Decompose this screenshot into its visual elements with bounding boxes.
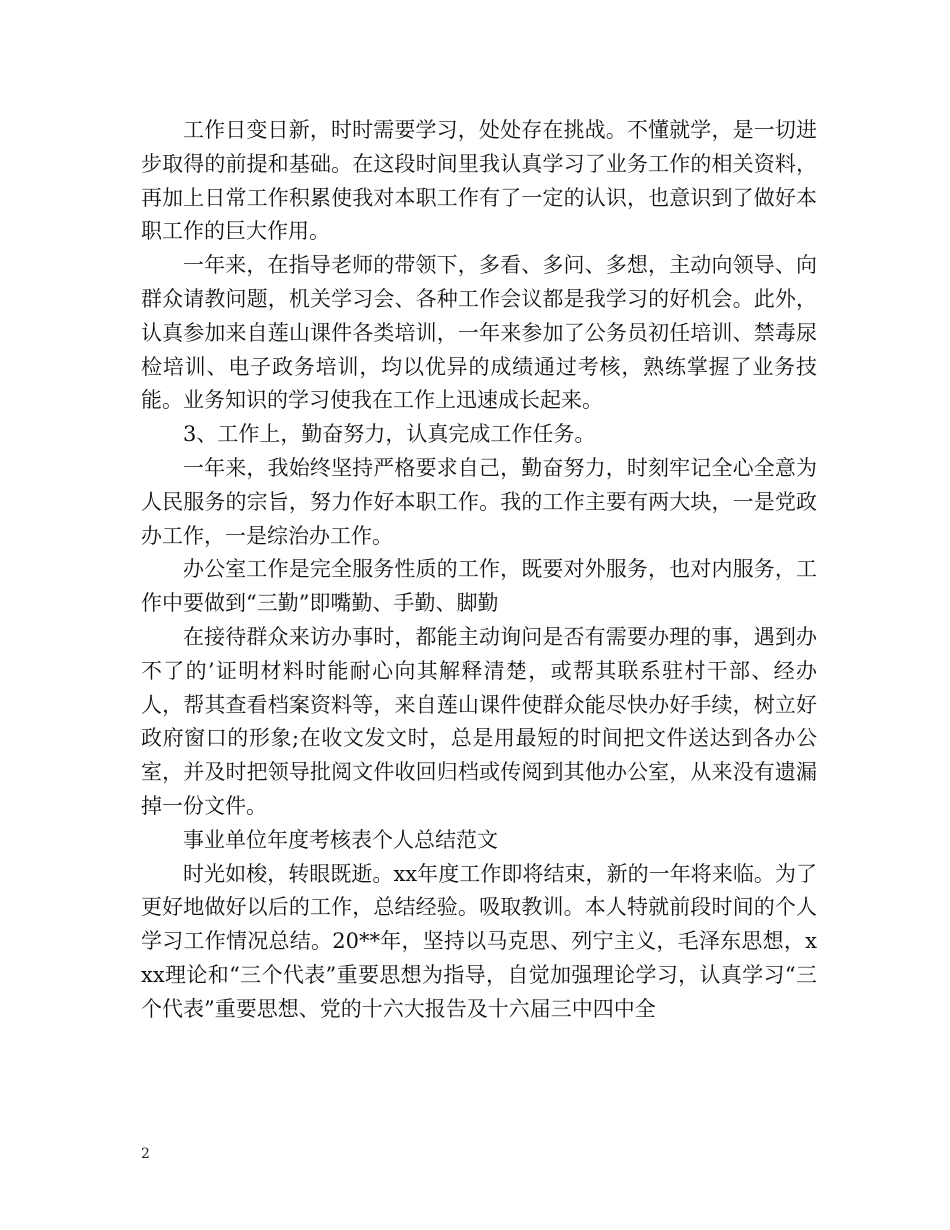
paragraph-6: 在接待群众来访办事时，都能主动询问是否有需要办理的事，遇到办不了的’证明材料时能耐心向其解释清楚，或帮其联系驻村干部、经办人，帮其查看档案资料等，来自莲山课件使群众能尽快办好手续，树立好政府窗口的形象;在收文发文时，总是用最短的时间把文件送达到各办公室，并及时把领导批阅文件收回归档或传阅到其他办公室，从来没有遗漏掉一份文件。 (141, 624, 817, 818)
paragraph-2: 一年来，在指导老师的带领下，多看、多问、多想，主动向领导、向群众请教问题，机关学习会、各种工作会议都是我学习的好机会。此外，认真参加来自莲山课件各类培训，一年来参加了公务员初任培训、禁毒尿检培训、电子政务培训，均以优异的成绩通过考核，熟练掌握了业务技能。业务知识的学习使我在工作上迅速成长起来。 (141, 253, 817, 413)
paragraph-3: 3、工作上，勤奋努力，认真完成工作任务。 (183, 422, 596, 447)
paragraph-4: 一年来，我始终坚持严格要求自己，勤奋努力，时刻牢记全心全意为人民服务的宗旨，努力作好本职工作。我的工作主要有两大块，一是党政办工作，一是综治办工作。 (141, 455, 817, 548)
paragraph-5: 办公室工作是完全服务性质的工作，既要对外服务，也对内服务，工作中要做到“三勤”即嘴勤、手勤、脚勤 (141, 557, 817, 616)
page-number: 2 (141, 1146, 150, 1162)
document-body (141, 114, 817, 1027)
section-heading: 事业单位年度考核表个人总结范文 (183, 827, 498, 852)
paragraph-7: 时光如梭，转眼既逝。xx年度工作即将结束，新的一年将来临。为了更好地做好以后的工作，总结经验。吸取教训。本人特就前段时间的个人学习工作情况总结。20**年，坚持以马克思、列宁主义，毛泽东思想，xxx理论和“三个代表”重要思想为指导，自觉加强理论学习，认真学习“三个代表”重要思想、党的十六大报告及十六届三中四中全 (141, 861, 817, 1021)
paragraph-1: 工作日变日新，时时需要学习，处处存在挑战。不懂就学，是一切进步取得的前提和基础。在这段时间里我认真学习了业务工作的相关资料，再加上日常工作积累使我对本职工作有了一定的认识，也意识到了做好本职工作的巨大作用。 (141, 118, 817, 244)
